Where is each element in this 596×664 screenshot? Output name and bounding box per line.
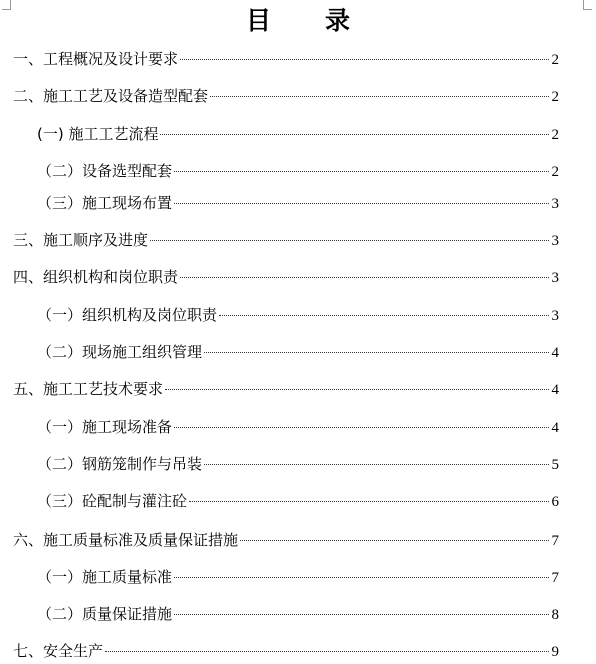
toc-dot-leader <box>240 540 549 541</box>
toc-entry[interactable] <box>13 265 559 289</box>
toc-page-number: 4 <box>551 345 559 361</box>
toc-entry[interactable] <box>37 452 559 476</box>
toc-title-part-1: 目 <box>245 6 271 35</box>
toc-page-number: 2 <box>551 89 559 105</box>
toc-entry[interactable] <box>37 565 559 589</box>
toc-entry[interactable] <box>37 415 559 439</box>
toc-entry-text: （三）砼配制与灌注砼 <box>37 492 188 510</box>
toc-title <box>0 4 596 38</box>
toc-entry[interactable] <box>13 377 559 401</box>
toc-page-number: 3 <box>551 270 559 286</box>
toc-dot-leader <box>204 464 549 465</box>
toc-page-number: 3 <box>551 308 559 324</box>
toc-entry-text: （三）施工现场布置 <box>37 194 173 212</box>
toc-entry-text: （一）施工现场准备 <box>37 418 173 436</box>
toc-page-number: 2 <box>551 164 559 180</box>
toc-page-number: 2 <box>551 127 559 143</box>
toc-entry-text: （一）施工质量标准 <box>37 568 173 586</box>
toc-entry[interactable] <box>37 489 559 513</box>
toc-dot-leader <box>174 577 549 578</box>
toc-entry-text: （二）质量保证措施 <box>37 605 173 623</box>
toc-page-number: 3 <box>551 233 559 249</box>
toc-entry-text: 三、施工顺序及进度 <box>13 231 149 249</box>
toc-page-number: 2 <box>551 52 559 68</box>
toc-entry[interactable] <box>13 47 559 71</box>
toc-page-number: 7 <box>551 570 559 586</box>
toc-entry-text: (一) 施工工艺流程 <box>37 125 159 143</box>
toc-page-number: 6 <box>551 494 559 510</box>
toc-entry-text: 七、安全生产 <box>13 642 104 660</box>
toc-entry-text: 一、工程概况及设计要求 <box>13 50 179 68</box>
toc-dot-leader <box>174 171 549 172</box>
toc-page-number: 9 <box>551 644 559 660</box>
toc-dot-leader <box>204 352 549 353</box>
toc-entry[interactable] <box>13 528 559 552</box>
toc-dot-leader <box>165 389 549 390</box>
toc-entry-text: 四、组织机构和岗位职责 <box>13 268 179 286</box>
toc-entry[interactable] <box>37 191 559 215</box>
toc-dot-leader <box>174 203 549 204</box>
toc-entry-text: 六、施工质量标准及质量保证措施 <box>13 531 239 549</box>
toc-title-part-2: 录 <box>325 6 351 35</box>
toc-entry-text: （二）现场施工组织管理 <box>37 343 203 361</box>
toc-dot-leader <box>150 240 549 241</box>
toc-dot-leader <box>189 501 549 502</box>
toc-page-number: 4 <box>551 382 559 398</box>
toc-entry[interactable] <box>37 602 559 626</box>
toc-entry[interactable] <box>13 228 559 252</box>
toc-entry[interactable] <box>13 84 559 108</box>
toc-entry[interactable] <box>37 122 559 146</box>
toc-page-number: 4 <box>551 420 559 436</box>
toc-page-number: 8 <box>551 607 559 623</box>
toc-dot-leader <box>180 277 549 278</box>
toc-dot-leader <box>180 59 549 60</box>
toc-dot-leader <box>174 614 549 615</box>
toc-dot-leader <box>105 651 549 652</box>
toc-dot-leader <box>174 427 549 428</box>
toc-entry-text: 五、施工工艺技术要求 <box>13 380 164 398</box>
toc-entry[interactable] <box>37 340 559 364</box>
toc-entry-text: （二）钢筋笼制作与吊装 <box>37 455 203 473</box>
toc-entry[interactable] <box>13 639 559 663</box>
toc-entry-text: （一）组织机构及岗位职责 <box>37 306 218 324</box>
toc-dot-leader <box>219 315 549 316</box>
toc-entry[interactable] <box>37 303 559 327</box>
toc-dot-leader <box>210 96 549 97</box>
toc-page-number: 5 <box>551 457 559 473</box>
toc-entry-text: （二）设备选型配套 <box>37 162 173 180</box>
toc-page-number: 3 <box>551 196 559 212</box>
toc-entry-text: 二、施工工艺及设备造型配套 <box>13 87 209 105</box>
toc-entry[interactable] <box>37 159 559 183</box>
toc-page-number: 7 <box>551 533 559 549</box>
toc-dot-leader <box>160 134 549 135</box>
